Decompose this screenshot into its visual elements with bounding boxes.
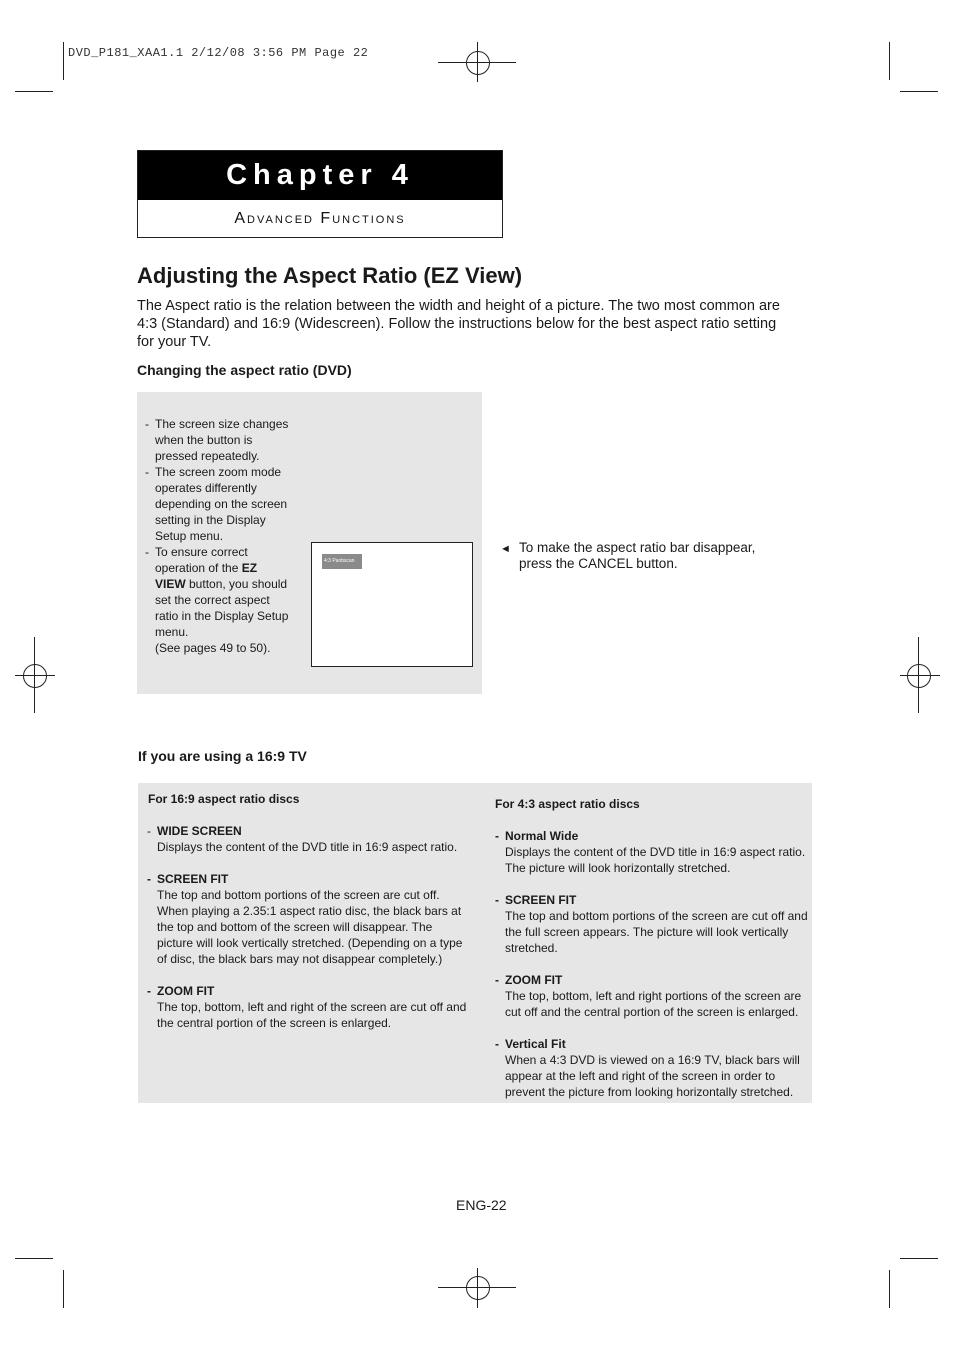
section-title: Adjusting the Aspect Ratio (EZ View) [137,263,523,288]
item-name: Normal Wide [505,829,579,843]
item-desc: The top and bottom portions of the screen are cut off and the full screen appears. The picture will look vertically stretched. [505,909,808,955]
item-name: Vertical Fit [505,1037,566,1051]
note-text: To ensure correct operation of the [155,545,248,575]
item-name: SCREEN FIT [505,893,577,907]
dash-glyph: - [495,829,499,843]
item-desc: Displays the content of the DVD title in 16:9 aspect ratio. [157,840,458,854]
list-item [495,972,811,1020]
item-desc: Displays the content of the DVD title in 16:9 aspect ratio. The picture will look horizontally stretched. [505,845,806,875]
chapter-box [137,150,503,238]
note-item [145,544,290,656]
dash-glyph: - [495,973,499,987]
tv169-heading: If you are using a 16:9 TV [138,748,307,764]
item-name: ZOOM FIT [505,973,563,987]
registration-circle [466,51,490,75]
intro-paragraph: The Aspect ratio is the relation between the width and height of a picture. The two most common are 4:3 (Standard) and 16:9 (Widescreen). Follow the instructions below for the best aspect ratio setting for your TV. [137,298,780,350]
dash-glyph: - [147,984,151,998]
note-item [145,416,290,464]
ez-view-label: EZ VIEW [155,561,258,591]
crop-mark [889,42,890,80]
note-text: The screen size changes when the button is pressed repeatedly. [155,417,289,463]
tip-note [500,540,780,572]
page-number: ENG-22 [456,1197,507,1213]
page-reference: (See pages 49 to 50). [155,641,271,655]
item-desc: The top and bottom portions of the screen are cut off. When playing a 2.35:1 aspect ratio disc, the black bars at the top and bottom of the screen will disappear. The picture will look vertically stretched. (Depending on a type of disc, the black bars may not disappear completely.) [157,888,463,966]
crop-mark [889,1270,890,1308]
crop-mark [63,42,64,80]
crop-mark [63,1270,64,1308]
item-name-wrap [495,828,811,844]
list-item [495,1036,811,1100]
dash-glyph: - [495,1037,499,1051]
item-name-wrap [495,1036,811,1052]
list-item [147,871,467,967]
list-item [495,828,811,876]
note-text: button, you should set the correct aspect ratio in the Display Setup menu. [155,577,289,639]
item-name-wrap [147,871,467,887]
arrow-left-icon: ◄ [500,543,511,555]
dvd-section-heading: Changing the aspect ratio (DVD) [137,362,352,378]
note-item [145,464,290,544]
print-header: DVD_P181_XAA1.1 2/12/08 3:56 PM Page 22 [68,46,369,60]
dash-glyph: - [495,893,499,907]
chapter-title: Chapter 4 [138,151,502,200]
crop-mark [15,91,53,92]
list-item [147,983,467,1031]
chapter-subtitle: Advanced Functions [234,210,406,227]
item-name-wrap [495,972,811,988]
item-name: ZOOM FIT [157,984,215,998]
dvd-notes [145,416,290,656]
crop-mark [900,1258,938,1259]
list-item [495,892,811,956]
tip-text: To make the aspect ratio bar disappear, press the CANCEL button. [519,540,756,571]
dash-glyph: - [147,872,151,886]
aspect-mode-badge: 4:3 Panbscan [322,554,362,569]
item-name: SCREEN FIT [157,872,229,886]
tv-screen-illustration [311,542,473,667]
registration-circle [23,664,47,688]
column-heading-43: For 4:3 aspect ratio discs [495,797,640,811]
item-name-wrap [495,892,811,908]
dash-glyph: - [147,824,151,838]
item-name: WIDE SCREEN [157,824,242,838]
item-name-wrap [147,983,467,999]
note-text: The screen zoom mode operates differently depending on the screen setting in the Display Setup menu. [155,465,288,543]
column-heading-169: For 16:9 aspect ratio discs [148,792,300,806]
item-desc: When a 4:3 DVD is viewed on a 16:9 TV, black bars will appear at the left and right of the screen in order to prevent the picture from looking horizontally stretched. [505,1053,800,1099]
item-desc: The top, bottom, left and right of the screen are cut off and the central portion of the screen is enlarged. [157,1000,467,1030]
registration-circle [907,664,931,688]
registration-circle [466,1276,490,1300]
item-desc: The top, bottom, left and right portions of the screen are cut off and the central portion of the screen is enlarged. [505,989,802,1019]
crop-mark [900,91,938,92]
crop-mark [15,1258,53,1259]
list-item [147,823,467,855]
item-name-wrap [147,823,467,839]
